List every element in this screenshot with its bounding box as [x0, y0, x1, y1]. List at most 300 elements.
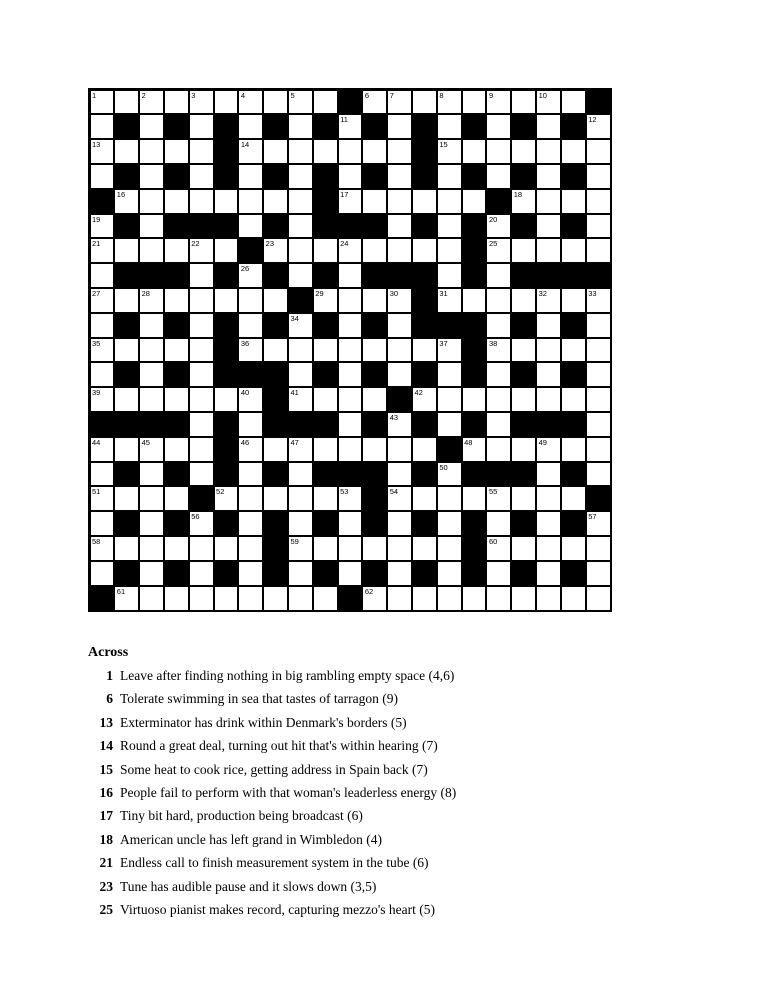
white-cell[interactable]: [463, 388, 486, 411]
white-cell[interactable]: [91, 537, 114, 560]
white-cell[interactable]: [91, 438, 114, 461]
white-cell[interactable]: [512, 140, 535, 163]
white-cell[interactable]: [537, 562, 560, 585]
white-cell[interactable]: [165, 487, 188, 510]
white-cell[interactable]: [239, 413, 262, 436]
white-cell[interactable]: [463, 190, 486, 213]
white-cell[interactable]: [264, 289, 287, 312]
white-cell[interactable]: [239, 562, 262, 585]
white-cell[interactable]: [314, 91, 337, 114]
white-cell[interactable]: [587, 512, 610, 535]
white-cell[interactable]: [190, 463, 213, 486]
white-cell[interactable]: [512, 91, 535, 114]
white-cell[interactable]: [512, 339, 535, 362]
white-cell[interactable]: [438, 463, 461, 486]
white-cell[interactable]: [587, 215, 610, 238]
white-cell[interactable]: [190, 165, 213, 188]
white-cell[interactable]: [537, 463, 560, 486]
white-cell[interactable]: [388, 438, 411, 461]
white-cell[interactable]: [239, 388, 262, 411]
white-cell[interactable]: [190, 190, 213, 213]
white-cell[interactable]: [587, 562, 610, 585]
white-cell[interactable]: [289, 487, 312, 510]
white-cell[interactable]: [487, 413, 510, 436]
white-cell[interactable]: [537, 537, 560, 560]
white-cell[interactable]: [140, 289, 163, 312]
white-cell[interactable]: [115, 140, 138, 163]
white-cell[interactable]: [215, 239, 238, 262]
white-cell[interactable]: [115, 239, 138, 262]
white-cell[interactable]: [239, 140, 262, 163]
white-cell[interactable]: [487, 438, 510, 461]
white-cell[interactable]: [190, 91, 213, 114]
white-cell[interactable]: [463, 587, 486, 610]
white-cell[interactable]: [562, 239, 585, 262]
white-cell[interactable]: [388, 215, 411, 238]
white-cell[interactable]: [165, 438, 188, 461]
white-cell[interactable]: [165, 388, 188, 411]
white-cell[interactable]: [264, 239, 287, 262]
white-cell[interactable]: [115, 339, 138, 362]
white-cell[interactable]: [388, 463, 411, 486]
white-cell[interactable]: [339, 512, 362, 535]
white-cell[interactable]: [512, 388, 535, 411]
white-cell[interactable]: [438, 388, 461, 411]
white-cell[interactable]: [165, 239, 188, 262]
white-cell[interactable]: [165, 289, 188, 312]
white-cell[interactable]: [314, 140, 337, 163]
white-cell[interactable]: [314, 587, 337, 610]
white-cell[interactable]: [115, 537, 138, 560]
white-cell[interactable]: [562, 537, 585, 560]
white-cell[interactable]: [587, 363, 610, 386]
white-cell[interactable]: [438, 165, 461, 188]
white-cell[interactable]: [115, 487, 138, 510]
white-cell[interactable]: [463, 91, 486, 114]
white-cell[interactable]: [587, 438, 610, 461]
white-cell[interactable]: [165, 140, 188, 163]
white-cell[interactable]: [587, 289, 610, 312]
white-cell[interactable]: [388, 487, 411, 510]
white-cell[interactable]: [587, 165, 610, 188]
white-cell[interactable]: [289, 537, 312, 560]
white-cell[interactable]: [537, 587, 560, 610]
white-cell[interactable]: [91, 239, 114, 262]
white-cell[interactable]: [537, 115, 560, 138]
white-cell[interactable]: [339, 289, 362, 312]
white-cell[interactable]: [562, 388, 585, 411]
white-cell[interactable]: [587, 587, 610, 610]
white-cell[interactable]: [115, 289, 138, 312]
white-cell[interactable]: [339, 314, 362, 337]
white-cell[interactable]: [363, 339, 386, 362]
white-cell[interactable]: [537, 314, 560, 337]
white-cell[interactable]: [239, 314, 262, 337]
white-cell[interactable]: [438, 587, 461, 610]
white-cell[interactable]: [438, 264, 461, 287]
white-cell[interactable]: [388, 363, 411, 386]
white-cell[interactable]: [289, 587, 312, 610]
white-cell[interactable]: [438, 363, 461, 386]
white-cell[interactable]: [264, 487, 287, 510]
white-cell[interactable]: [537, 140, 560, 163]
white-cell[interactable]: [140, 562, 163, 585]
white-cell[interactable]: [91, 463, 114, 486]
white-cell[interactable]: [363, 537, 386, 560]
white-cell[interactable]: [512, 537, 535, 560]
white-cell[interactable]: [140, 215, 163, 238]
white-cell[interactable]: [438, 339, 461, 362]
white-cell[interactable]: [413, 190, 436, 213]
white-cell[interactable]: [314, 289, 337, 312]
white-cell[interactable]: [239, 463, 262, 486]
white-cell[interactable]: [537, 363, 560, 386]
white-cell[interactable]: [91, 512, 114, 535]
white-cell[interactable]: [537, 190, 560, 213]
white-cell[interactable]: [289, 165, 312, 188]
white-cell[interactable]: [587, 537, 610, 560]
white-cell[interactable]: [438, 239, 461, 262]
white-cell[interactable]: [587, 190, 610, 213]
white-cell[interactable]: [487, 587, 510, 610]
white-cell[interactable]: [289, 190, 312, 213]
white-cell[interactable]: [190, 140, 213, 163]
white-cell[interactable]: [537, 438, 560, 461]
white-cell[interactable]: [562, 487, 585, 510]
white-cell[interactable]: [339, 165, 362, 188]
white-cell[interactable]: [190, 239, 213, 262]
white-cell[interactable]: [264, 190, 287, 213]
white-cell[interactable]: [438, 512, 461, 535]
white-cell[interactable]: [289, 388, 312, 411]
white-cell[interactable]: [587, 413, 610, 436]
white-cell[interactable]: [339, 239, 362, 262]
white-cell[interactable]: [215, 587, 238, 610]
white-cell[interactable]: [140, 190, 163, 213]
white-cell[interactable]: [363, 190, 386, 213]
white-cell[interactable]: [339, 140, 362, 163]
white-cell[interactable]: [339, 487, 362, 510]
white-cell[interactable]: [537, 487, 560, 510]
white-cell[interactable]: [91, 289, 114, 312]
white-cell[interactable]: [487, 239, 510, 262]
white-cell[interactable]: [512, 239, 535, 262]
white-cell[interactable]: [487, 537, 510, 560]
white-cell[interactable]: [388, 289, 411, 312]
white-cell[interactable]: [537, 215, 560, 238]
white-cell[interactable]: [339, 339, 362, 362]
white-cell[interactable]: [388, 91, 411, 114]
white-cell[interactable]: [289, 512, 312, 535]
white-cell[interactable]: [339, 537, 362, 560]
white-cell[interactable]: [587, 314, 610, 337]
white-cell[interactable]: [388, 562, 411, 585]
white-cell[interactable]: [512, 487, 535, 510]
white-cell[interactable]: [165, 91, 188, 114]
white-cell[interactable]: [512, 190, 535, 213]
white-cell[interactable]: [239, 289, 262, 312]
white-cell[interactable]: [140, 91, 163, 114]
white-cell[interactable]: [487, 115, 510, 138]
white-cell[interactable]: [115, 587, 138, 610]
white-cell[interactable]: [239, 264, 262, 287]
white-cell[interactable]: [487, 487, 510, 510]
white-cell[interactable]: [314, 537, 337, 560]
white-cell[interactable]: [165, 587, 188, 610]
white-cell[interactable]: [289, 438, 312, 461]
white-cell[interactable]: [537, 388, 560, 411]
white-cell[interactable]: [314, 487, 337, 510]
white-cell[interactable]: [140, 239, 163, 262]
white-cell[interactable]: [190, 314, 213, 337]
white-cell[interactable]: [264, 438, 287, 461]
white-cell[interactable]: [413, 537, 436, 560]
white-cell[interactable]: [190, 438, 213, 461]
white-cell[interactable]: [537, 289, 560, 312]
white-cell[interactable]: [487, 215, 510, 238]
white-cell[interactable]: [264, 91, 287, 114]
white-cell[interactable]: [91, 215, 114, 238]
white-cell[interactable]: [190, 115, 213, 138]
white-cell[interactable]: [339, 363, 362, 386]
white-cell[interactable]: [190, 363, 213, 386]
white-cell[interactable]: [140, 140, 163, 163]
white-cell[interactable]: [438, 289, 461, 312]
white-cell[interactable]: [339, 264, 362, 287]
white-cell[interactable]: [190, 264, 213, 287]
white-cell[interactable]: [562, 587, 585, 610]
white-cell[interactable]: [537, 512, 560, 535]
white-cell[interactable]: [487, 91, 510, 114]
white-cell[interactable]: [289, 314, 312, 337]
white-cell[interactable]: [239, 587, 262, 610]
white-cell[interactable]: [289, 463, 312, 486]
white-cell[interactable]: [438, 487, 461, 510]
white-cell[interactable]: [413, 339, 436, 362]
white-cell[interactable]: [239, 165, 262, 188]
white-cell[interactable]: [289, 264, 312, 287]
white-cell[interactable]: [388, 165, 411, 188]
white-cell[interactable]: [339, 388, 362, 411]
white-cell[interactable]: [487, 264, 510, 287]
white-cell[interactable]: [487, 512, 510, 535]
white-cell[interactable]: [537, 239, 560, 262]
white-cell[interactable]: [215, 91, 238, 114]
white-cell[interactable]: [140, 463, 163, 486]
white-cell[interactable]: [487, 165, 510, 188]
white-cell[interactable]: [438, 537, 461, 560]
white-cell[interactable]: [215, 487, 238, 510]
white-cell[interactable]: [562, 91, 585, 114]
white-cell[interactable]: [215, 190, 238, 213]
white-cell[interactable]: [165, 537, 188, 560]
white-cell[interactable]: [413, 388, 436, 411]
white-cell[interactable]: [438, 562, 461, 585]
white-cell[interactable]: [463, 140, 486, 163]
white-cell[interactable]: [239, 339, 262, 362]
white-cell[interactable]: [264, 140, 287, 163]
white-cell[interactable]: [438, 190, 461, 213]
white-cell[interactable]: [587, 115, 610, 138]
white-cell[interactable]: [388, 239, 411, 262]
white-cell[interactable]: [487, 289, 510, 312]
white-cell[interactable]: [215, 388, 238, 411]
white-cell[interactable]: [91, 314, 114, 337]
white-cell[interactable]: [115, 388, 138, 411]
white-cell[interactable]: [537, 165, 560, 188]
white-cell[interactable]: [314, 438, 337, 461]
white-cell[interactable]: [463, 487, 486, 510]
white-cell[interactable]: [239, 115, 262, 138]
white-cell[interactable]: [562, 140, 585, 163]
white-cell[interactable]: [314, 388, 337, 411]
white-cell[interactable]: [537, 339, 560, 362]
white-cell[interactable]: [264, 339, 287, 362]
white-cell[interactable]: [388, 587, 411, 610]
white-cell[interactable]: [339, 562, 362, 585]
white-cell[interactable]: [562, 339, 585, 362]
white-cell[interactable]: [115, 438, 138, 461]
white-cell[interactable]: [91, 140, 114, 163]
white-cell[interactable]: [289, 562, 312, 585]
white-cell[interactable]: [388, 512, 411, 535]
white-cell[interactable]: [115, 190, 138, 213]
white-cell[interactable]: [512, 438, 535, 461]
white-cell[interactable]: [388, 140, 411, 163]
white-cell[interactable]: [388, 339, 411, 362]
white-cell[interactable]: [91, 165, 114, 188]
white-cell[interactable]: [562, 190, 585, 213]
white-cell[interactable]: [140, 115, 163, 138]
white-cell[interactable]: [190, 587, 213, 610]
white-cell[interactable]: [413, 587, 436, 610]
white-cell[interactable]: [91, 115, 114, 138]
white-cell[interactable]: [363, 438, 386, 461]
white-cell[interactable]: [190, 339, 213, 362]
white-cell[interactable]: [91, 339, 114, 362]
white-cell[interactable]: [339, 438, 362, 461]
white-cell[interactable]: [487, 388, 510, 411]
white-cell[interactable]: [413, 487, 436, 510]
white-cell[interactable]: [487, 339, 510, 362]
crossword-grid[interactable]: [88, 88, 612, 612]
white-cell[interactable]: [239, 215, 262, 238]
white-cell[interactable]: [239, 190, 262, 213]
white-cell[interactable]: [463, 438, 486, 461]
white-cell[interactable]: [363, 587, 386, 610]
white-cell[interactable]: [215, 289, 238, 312]
white-cell[interactable]: [165, 190, 188, 213]
white-cell[interactable]: [140, 339, 163, 362]
white-cell[interactable]: [140, 363, 163, 386]
white-cell[interactable]: [587, 339, 610, 362]
white-cell[interactable]: [388, 314, 411, 337]
white-cell[interactable]: [314, 239, 337, 262]
white-cell[interactable]: [239, 91, 262, 114]
white-cell[interactable]: [140, 587, 163, 610]
white-cell[interactable]: [314, 339, 337, 362]
white-cell[interactable]: [140, 487, 163, 510]
white-cell[interactable]: [363, 91, 386, 114]
white-cell[interactable]: [363, 388, 386, 411]
white-cell[interactable]: [289, 215, 312, 238]
white-cell[interactable]: [165, 339, 188, 362]
white-cell[interactable]: [562, 289, 585, 312]
white-cell[interactable]: [512, 289, 535, 312]
white-cell[interactable]: [438, 91, 461, 114]
white-cell[interactable]: [339, 413, 362, 436]
white-cell[interactable]: [339, 115, 362, 138]
white-cell[interactable]: [91, 363, 114, 386]
white-cell[interactable]: [239, 438, 262, 461]
white-cell[interactable]: [140, 438, 163, 461]
white-cell[interactable]: [587, 463, 610, 486]
white-cell[interactable]: [140, 388, 163, 411]
white-cell[interactable]: [190, 537, 213, 560]
white-cell[interactable]: [190, 289, 213, 312]
white-cell[interactable]: [140, 512, 163, 535]
white-cell[interactable]: [413, 438, 436, 461]
white-cell[interactable]: [140, 165, 163, 188]
white-cell[interactable]: [363, 289, 386, 312]
white-cell[interactable]: [438, 140, 461, 163]
white-cell[interactable]: [239, 487, 262, 510]
white-cell[interactable]: [91, 91, 114, 114]
white-cell[interactable]: [487, 562, 510, 585]
white-cell[interactable]: [413, 239, 436, 262]
white-cell[interactable]: [91, 487, 114, 510]
white-cell[interactable]: [587, 388, 610, 411]
white-cell[interactable]: [140, 314, 163, 337]
white-cell[interactable]: [587, 239, 610, 262]
white-cell[interactable]: [289, 239, 312, 262]
white-cell[interactable]: [140, 537, 163, 560]
white-cell[interactable]: [562, 438, 585, 461]
white-cell[interactable]: [91, 562, 114, 585]
white-cell[interactable]: [289, 91, 312, 114]
white-cell[interactable]: [289, 140, 312, 163]
white-cell[interactable]: [487, 363, 510, 386]
white-cell[interactable]: [438, 115, 461, 138]
white-cell[interactable]: [388, 413, 411, 436]
white-cell[interactable]: [438, 413, 461, 436]
white-cell[interactable]: [289, 339, 312, 362]
white-cell[interactable]: [91, 388, 114, 411]
white-cell[interactable]: [190, 388, 213, 411]
white-cell[interactable]: [388, 537, 411, 560]
white-cell[interactable]: [463, 289, 486, 312]
white-cell[interactable]: [264, 587, 287, 610]
white-cell[interactable]: [438, 215, 461, 238]
white-cell[interactable]: [363, 140, 386, 163]
white-cell[interactable]: [239, 512, 262, 535]
white-cell[interactable]: [190, 512, 213, 535]
white-cell[interactable]: [487, 314, 510, 337]
white-cell[interactable]: [363, 239, 386, 262]
white-cell[interactable]: [190, 562, 213, 585]
white-cell[interactable]: [388, 190, 411, 213]
white-cell[interactable]: [289, 363, 312, 386]
white-cell[interactable]: [587, 140, 610, 163]
white-cell[interactable]: [413, 91, 436, 114]
white-cell[interactable]: [289, 115, 312, 138]
white-cell[interactable]: [115, 91, 138, 114]
white-cell[interactable]: [91, 264, 114, 287]
white-cell[interactable]: [537, 91, 560, 114]
white-cell[interactable]: [388, 115, 411, 138]
white-cell[interactable]: [487, 140, 510, 163]
white-cell[interactable]: [512, 587, 535, 610]
